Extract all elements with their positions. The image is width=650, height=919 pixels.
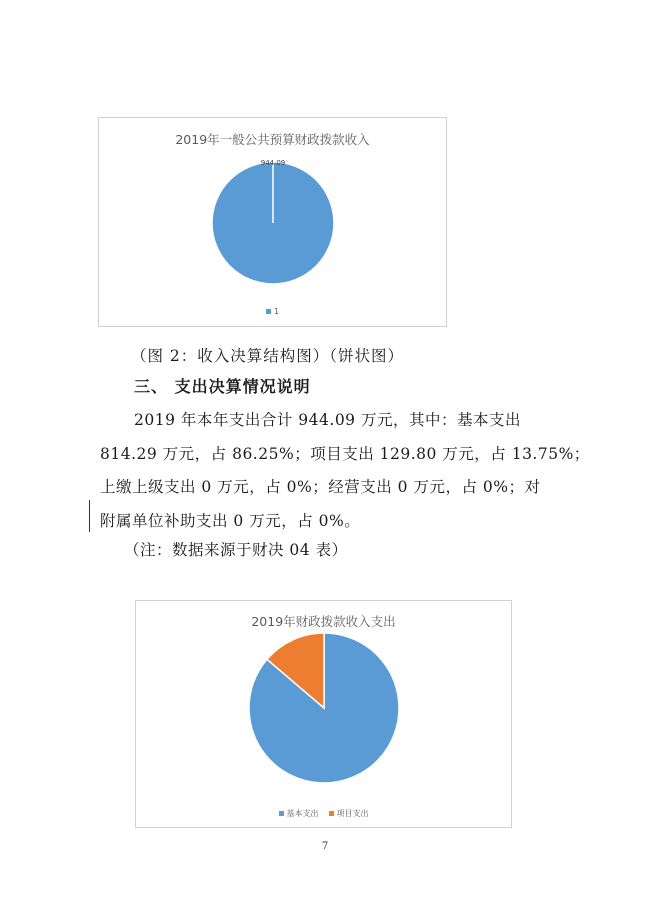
legend-label: 1 [273, 307, 280, 316]
expenditure-pie-chart [135, 600, 512, 828]
legend-item [329, 808, 369, 819]
pie-chart-canvas [136, 601, 513, 829]
data-label: 944.09 [260, 159, 286, 167]
income-pie-chart [98, 117, 447, 327]
pie-chart-canvas [99, 118, 448, 328]
legend-item [279, 808, 319, 819]
legend-swatch [279, 811, 284, 816]
chart-title: 2019年财政拨款收入支出 [251, 614, 396, 629]
figure-caption: （图 2：收入决算结构图）（饼状图） [131, 347, 405, 365]
paragraph-line: 上缴上级支出 0 万元，占 0%；经营支出 0 万元，占 0%；对 [100, 478, 541, 496]
chart-legend [136, 808, 511, 819]
paragraph-line: 附属单位补助支出 0 万元，占 0%。 [100, 511, 361, 530]
chart-legend [99, 307, 446, 316]
expenditure-paragraph [100, 404, 590, 538]
section-heading: 三、 支出决算情况说明 [134, 377, 311, 396]
legend-swatch [329, 811, 334, 816]
legend-swatch [266, 309, 271, 314]
legend-item [266, 307, 279, 316]
chart-title: 2019年一般公共预算财政拨款收入 [175, 132, 370, 147]
paragraph-line: 814.29 万元，占 86.25%；项目支出 129.80 万元，占 13.75%； [100, 444, 590, 463]
data-source-note: （注：数据来源于财决 04 表） [124, 541, 348, 559]
legend-label: 基本支出 [286, 809, 319, 818]
paragraph-line: 2019 年本年支出合计 944.09 万元，其中：基本支出 [134, 411, 521, 429]
legend-label: 项目支出 [336, 809, 369, 818]
margin-mark [89, 500, 90, 532]
page-number: 7 [321, 841, 329, 852]
